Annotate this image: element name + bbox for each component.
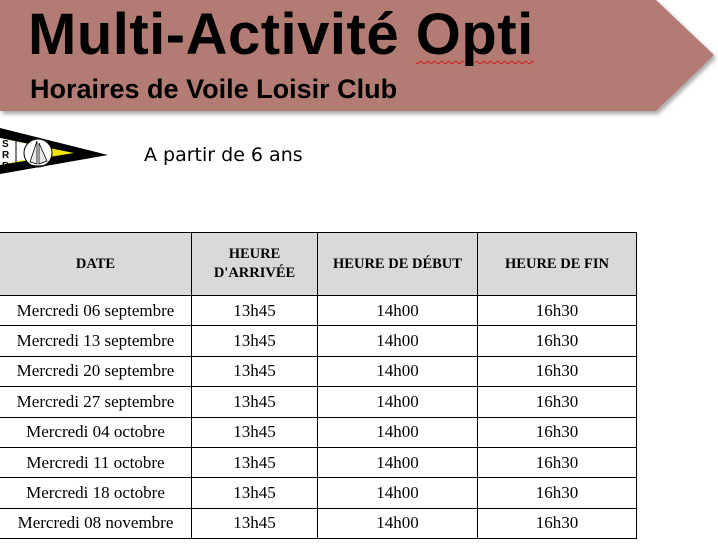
age-requirement: A partir de 6 ans	[144, 144, 303, 166]
start-cell: 14h00	[318, 447, 478, 477]
end-cell: 16h30	[478, 478, 637, 508]
table-row	[0, 447, 637, 477]
header-arrival-time: HEURE D'ARRIVÉE	[192, 233, 318, 296]
title-text: Multi-Activité	[28, 2, 416, 67]
header-end-time: HEURE DE FIN	[478, 233, 637, 296]
arrival-cell: 13h45	[192, 478, 318, 508]
end-cell: 16h30	[478, 296, 637, 326]
end-cell: 16h30	[478, 508, 637, 538]
table-row	[0, 417, 637, 447]
start-cell: 14h00	[318, 478, 478, 508]
start-cell: 14h00	[318, 296, 478, 326]
table-row	[0, 356, 637, 386]
arrival-cell: 13h45	[192, 508, 318, 538]
page-title	[28, 2, 534, 68]
table-row	[0, 296, 637, 326]
date-cell: Mercredi 04 octobre	[0, 417, 192, 447]
start-cell: 14h00	[318, 326, 478, 356]
club-pennant-logo	[0, 126, 112, 176]
header-start-time: HEURE DE DÉBUT	[318, 233, 478, 296]
arrival-cell: 13h45	[192, 417, 318, 447]
table-row	[0, 326, 637, 356]
start-cell: 14h00	[318, 508, 478, 538]
date-cell: Mercredi 18 octobre	[0, 478, 192, 508]
arrival-cell: 13h45	[192, 356, 318, 386]
end-cell: 16h30	[478, 326, 637, 356]
logo-letter-b: B	[2, 161, 10, 172]
date-cell: Mercredi 06 septembre	[0, 296, 192, 326]
arrival-cell: 13h45	[192, 296, 318, 326]
arrival-cell: 13h45	[192, 326, 318, 356]
logo-letter-r: R	[2, 150, 10, 161]
end-cell: 16h30	[478, 447, 637, 477]
date-cell: Mercredi 13 septembre	[0, 326, 192, 356]
title-word-opti: Opti	[415, 2, 534, 67]
date-cell: Mercredi 20 septembre	[0, 356, 192, 386]
arrival-cell: 13h45	[192, 387, 318, 417]
date-cell: Mercredi 27 septembre	[0, 387, 192, 417]
end-cell: 16h30	[478, 417, 637, 447]
table-row	[0, 508, 637, 538]
table-header-row	[0, 233, 637, 296]
end-cell: 16h30	[478, 356, 637, 386]
date-cell: Mercredi 11 octobre	[0, 447, 192, 477]
logo-letter-s: S	[2, 139, 9, 150]
start-cell: 14h00	[318, 356, 478, 386]
date-cell: Mercredi 08 novembre	[0, 508, 192, 538]
table-row	[0, 387, 637, 417]
page-subtitle: Horaires de Voile Loisir Club	[30, 74, 398, 104]
title-banner	[0, 0, 718, 118]
table-row	[0, 478, 637, 508]
schedule-table	[0, 232, 637, 539]
start-cell: 14h00	[318, 387, 478, 417]
arrival-cell: 13h45	[192, 447, 318, 477]
header-date: DATE	[0, 233, 192, 296]
end-cell: 16h30	[478, 387, 637, 417]
start-cell: 14h00	[318, 417, 478, 447]
